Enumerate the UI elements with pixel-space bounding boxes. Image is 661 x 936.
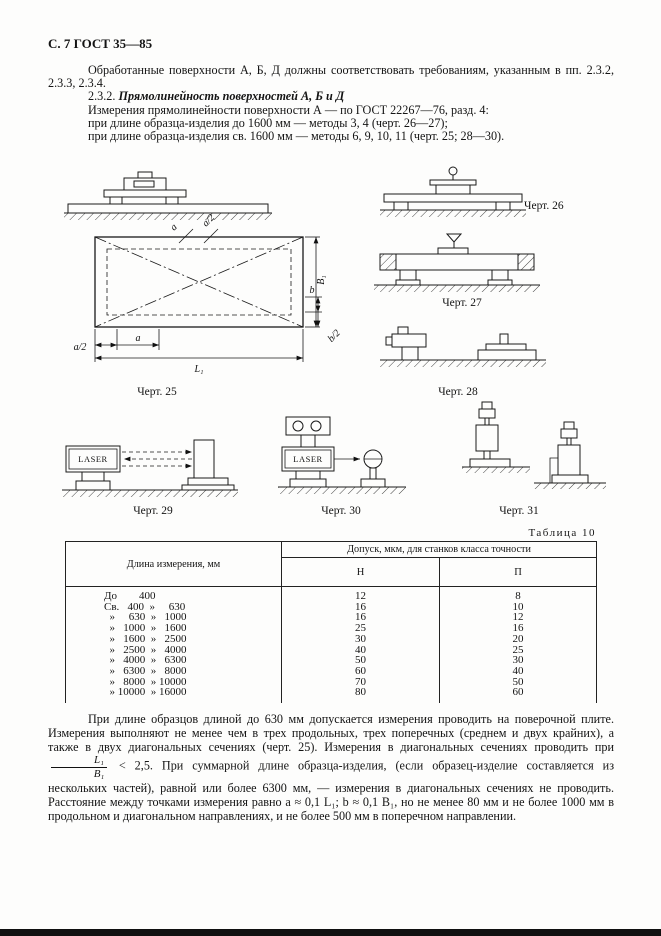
figure-31-diagram [458,396,608,504]
dim-label-a2-bottom: a/2 [73,342,87,353]
closing-text-block [48,712,614,823]
paragraph-method-1600: при длине образца-изделия до 1600 мм — методы 3, 4 (черт. 26—27); [88,115,448,130]
micrometer-stem [485,418,489,425]
cell-p: 12 [440,612,597,623]
ground-hatch [278,487,406,494]
intro-text-block [48,64,614,143]
cell-p: 25 [440,645,597,656]
paragraph-measurement-rules [48,712,614,823]
figure-26-diagram [378,166,528,218]
table-row [66,634,597,645]
telescope-lens [386,337,392,345]
test-beam [384,194,522,202]
figure-caption-30: Черт. 30 [321,505,361,517]
cell-p: 40 [440,666,597,677]
laser-base [290,479,326,487]
target-base [361,479,385,487]
ground-hatch [64,213,272,220]
cell-n: 16 [282,602,440,613]
dim-label-b1: B₁ [316,275,327,285]
cell-p: 30 [440,655,597,666]
support-block [394,202,408,210]
support-block [496,202,510,210]
figure-caption-28: Черт. 28 [438,386,478,398]
laser-stand [82,472,104,481]
cell-range: » 1000 » 1600 [66,623,282,634]
receiver-tower [194,440,214,478]
cell-n: 12 [282,587,440,602]
cell-range: Св. 400 » 630 [66,602,282,613]
instrument-column [558,445,580,475]
cell-n: 80 [282,687,440,703]
paragraph-method-over-1600: при длине образца-изделия св. 1600 мм — методы 6, 9, 10, 11 (черт. 25; 28—30). [88,129,505,144]
text-part-2: < 2,5. При суммарной длине образца-изделия, (если образец-изделие составляется из нескольких частей), равной или более 6300 мм, — измерения в диагональных сечениях не проводить. Расстояние между точками измерения равно a ≈ 0,1 L₁; b ≈ 0,1 B₁, но не менее 80 мм и не более 1000 мм в продольном и диагональном направлениях, и не более 500 мм в поперечном направлении. [48,758,615,824]
fraction-l1-b1 [51,755,107,781]
page-header: С. 7 ГОСТ 35—85 [48,36,153,51]
target-stem [370,468,376,479]
tolerance-table [65,541,597,703]
micrometer-head [479,409,495,418]
paragraph-method-intro: Измерения прямолинейности поверхности А — по ГОСТ 22267—76, разд. 4: [88,102,489,117]
support-block [492,270,508,280]
cell-range: » 10000 » 16000 [66,687,282,703]
cell-range: » 630 » 1000 [66,612,282,623]
spacing-tick [179,229,193,243]
laser-base [76,481,110,490]
receiver-carriage [188,478,228,485]
instrument-stand [402,347,418,360]
ground-hatch [374,285,540,292]
bridge-plate [430,180,476,185]
text-part-1: При длине образцов длиной до 630 мм допускается измерения проводить на поверочной плите. Измерения выполняют не менее чем в трех продольных, трех поперечных (среднем и двух крайних), а также в двух диагональных сечениях (черт. 25). Измерения в диагональных сечениях проводить при [48,712,614,755]
bridge-plate [104,190,186,197]
dim-label-b2: b/2 [325,327,343,345]
instrument-base [552,475,588,483]
reflector-carriage [478,350,536,360]
cell-n: 30 [282,634,440,645]
dim-label-l1: L₁ [194,364,204,375]
cell-n: 40 [282,645,440,656]
col-subheader-p: П [440,558,597,587]
table-row [66,587,597,602]
cell-n: 16 [282,612,440,623]
level-vial [134,181,154,187]
figure-caption-26: Черт. 26 [524,200,564,212]
dim-label-b: b [309,285,315,296]
diagonal-section-line [95,237,303,327]
autocollimator-body [392,334,426,347]
cell-n: 60 [282,666,440,677]
instrument-column [476,425,498,451]
laser-stand [296,471,320,479]
surface-plate [68,204,268,213]
section-number: 2.3.2. [88,89,116,104]
col-header-length: Длина измерения, мм [66,542,282,587]
dial-indicator-icon [449,167,457,175]
fraction-numerator: L₁ [51,755,107,769]
ground-hatch [534,483,606,489]
cell-range: До 400 [66,587,282,602]
figure-25-plan-diagram [60,212,370,382]
cell-range: » 2500 » 4000 [66,645,282,656]
cell-p: 60 [440,687,597,703]
figure-28-diagram [378,318,548,374]
cell-n: 25 [282,623,440,634]
measure-grid-outline [107,249,291,315]
paragraph-surfaces: Обработанные поверхности А, Б, Д должны соответствовать требованиям, указанным в пп. 2.3.2, 2.3.3, 2.3.4. [48,63,614,91]
ground-hatch [380,210,526,217]
table-label: Таблица 10 [528,527,596,539]
eyepiece [398,327,408,334]
figure-caption-29: Черт. 29 [133,505,173,517]
figure-caption-31: Черт. 31 [499,505,539,517]
figure-30-diagram [276,413,411,503]
head-column [301,435,315,447]
cell-p: 8 [440,587,597,602]
micrometer-cap [482,402,492,409]
section-heading [48,90,614,103]
specimen-outline [95,237,303,327]
spindle [484,451,490,459]
figure-27-diagram [372,232,542,298]
col-group-header-tolerance: Допуск, мкм, для станков класса точности [282,542,597,558]
ground-hatch [380,360,546,367]
cell-p: 20 [440,634,597,645]
level-knob [138,172,152,178]
tolerance-table-wrap [65,541,597,703]
micrometer-stem [567,438,571,445]
target-funnel [447,234,461,242]
support-base [488,280,512,285]
laser-label: LASER [293,454,323,464]
dim-label-a-bottom: a [135,333,141,344]
dim-label-a-top: a [168,221,180,234]
support-base [396,280,420,285]
figure-caption-27: Черт. 27 [442,297,482,309]
mirror-post [500,334,508,344]
cell-p: 10 [440,602,597,613]
cell-n: 50 [282,655,440,666]
carriage-step [486,344,526,350]
table-row [66,687,597,703]
figure-25-level-setup [62,168,274,224]
beam-section-hatch [518,254,534,270]
support-block [400,270,416,280]
cell-p: 50 [440,677,597,688]
col-subheader-n: Н [282,558,440,587]
cell-range: » 6300 » 8000 [66,666,282,677]
fraction-denominator: B₁ [93,768,105,781]
ground-hatch [462,467,530,473]
figure-caption-25: Черт. 25 [137,386,177,398]
micrometer-head [561,429,577,438]
carriage [438,248,468,254]
figure-29-diagram [60,432,240,504]
cell-range: » 4000 » 6300 [66,655,282,666]
instrument-base [470,459,510,467]
laser-label: LASER [78,454,108,464]
test-beam [380,254,534,270]
beam-section-hatch [380,254,396,270]
spacing-tick [204,229,218,243]
cell-range: » 1600 » 2500 [66,634,282,645]
section-title: Прямолинейность поверхностей А, Б и Д [118,89,345,104]
cell-n: 70 [282,677,440,688]
scan-edge-artifact [0,929,661,936]
cell-p: 16 [440,623,597,634]
ground-hatch [62,490,238,497]
dim-label-a2-top: a/2 [200,212,218,230]
cell-range: » 8000 » 10000 [66,677,282,688]
diagonal-section-line [95,237,303,327]
micrometer-cap [564,422,574,429]
guide-beam [182,485,234,490]
